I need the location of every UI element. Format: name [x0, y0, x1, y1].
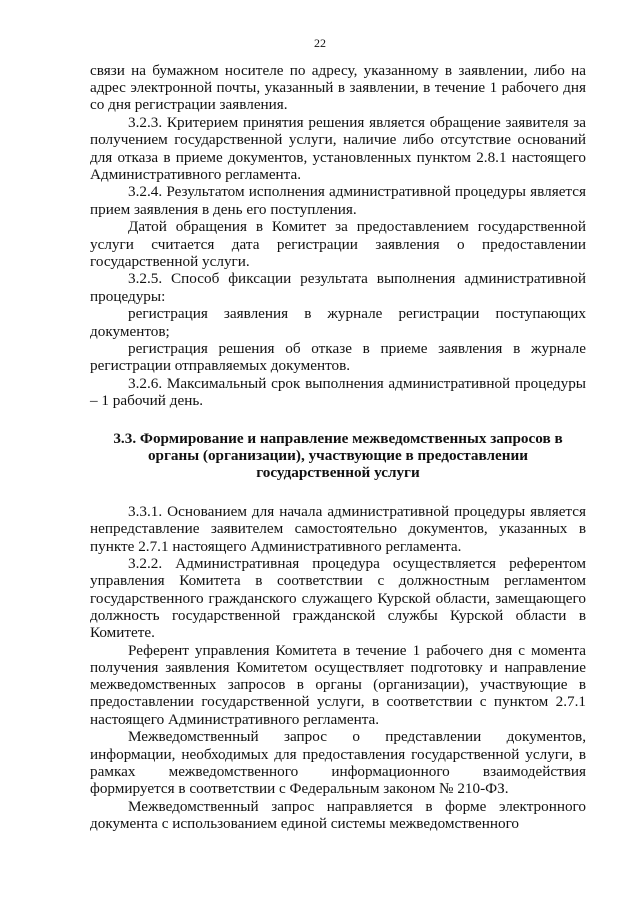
section-heading: 3.3. Формирование и направление межведомственных запросов в органы (организации), участвующие в предоставлении государственной услуги	[113, 429, 563, 481]
paragraph: Датой обращения в Комитет за предоставлением государственной услуги считается дата регистрации заявления о предоставлении государственной услуги.	[90, 218, 586, 270]
paragraph: связи на бумажном носителе по адресу, указанному в заявлении, либо на адрес электронной почты, указанный в заявлении, в течение 1 рабочего дня со дня регистрации заявления.	[90, 62, 586, 114]
section-before-heading	[90, 62, 586, 410]
paragraph: Референт управления Комитета в течение 1 рабочего дня с момента получения заявления Комитетом осуществляет подготовку и направление межведомственных запросов в органы (организации), участвующие в предоставлении государственной услуги, в соответствии с пунктом 2.7.1 настоящего Административного регламента.	[90, 641, 586, 728]
paragraph: Межведомственный запрос о представлении документов, информации, необходимых для предоставления государственной услуги, в рамках межведомственного информационного взаимодействия формируется в соответствии с Федеральным законом № 210-ФЗ.	[90, 728, 586, 797]
section-after-heading	[90, 503, 586, 832]
paragraph: 3.2.4. Результатом исполнения административной процедуры является прием заявления в день его поступления.	[90, 183, 586, 218]
document-body	[90, 62, 586, 833]
paragraph: регистрация заявления в журнале регистрации поступающих документов;	[90, 305, 586, 340]
paragraph: 3.2.2. Административная процедура осуществляется референтом управления Комитета в соответствии с должностным регламентом государственного гражданского служащего Курской области, замещающего должность государственной гражданской службы Курской области в Комитете.	[90, 555, 586, 642]
paragraph: 3.2.3. Критерием принятия решения является обращение заявителя за получением государственной услуги, наличие либо отсутствие оснований для отказа в приеме документов, установленных пунктом 2.8.1 настоящего Административного регламента.	[90, 114, 586, 183]
page-number: 22	[314, 36, 326, 50]
paragraph: Межведомственный запрос направляется в форме электронного документа с использованием единой системы межведомственного	[90, 797, 586, 832]
paragraph: 3.3.1. Основанием для начала административной процедуры является непредставление заявителем самостоятельно документов, указанных в пункте 2.7.1 настоящего Административного регламента.	[90, 503, 586, 555]
paragraph: 3.2.6. Максимальный срок выполнения административной процедуры – 1 рабочий день.	[90, 375, 586, 410]
paragraph: 3.2.5. Способ фиксации результата выполнения административной процедуры:	[90, 270, 586, 305]
paragraph: регистрация решения об отказе в приеме заявления в журнале регистрации отправляемых документов.	[90, 340, 586, 375]
